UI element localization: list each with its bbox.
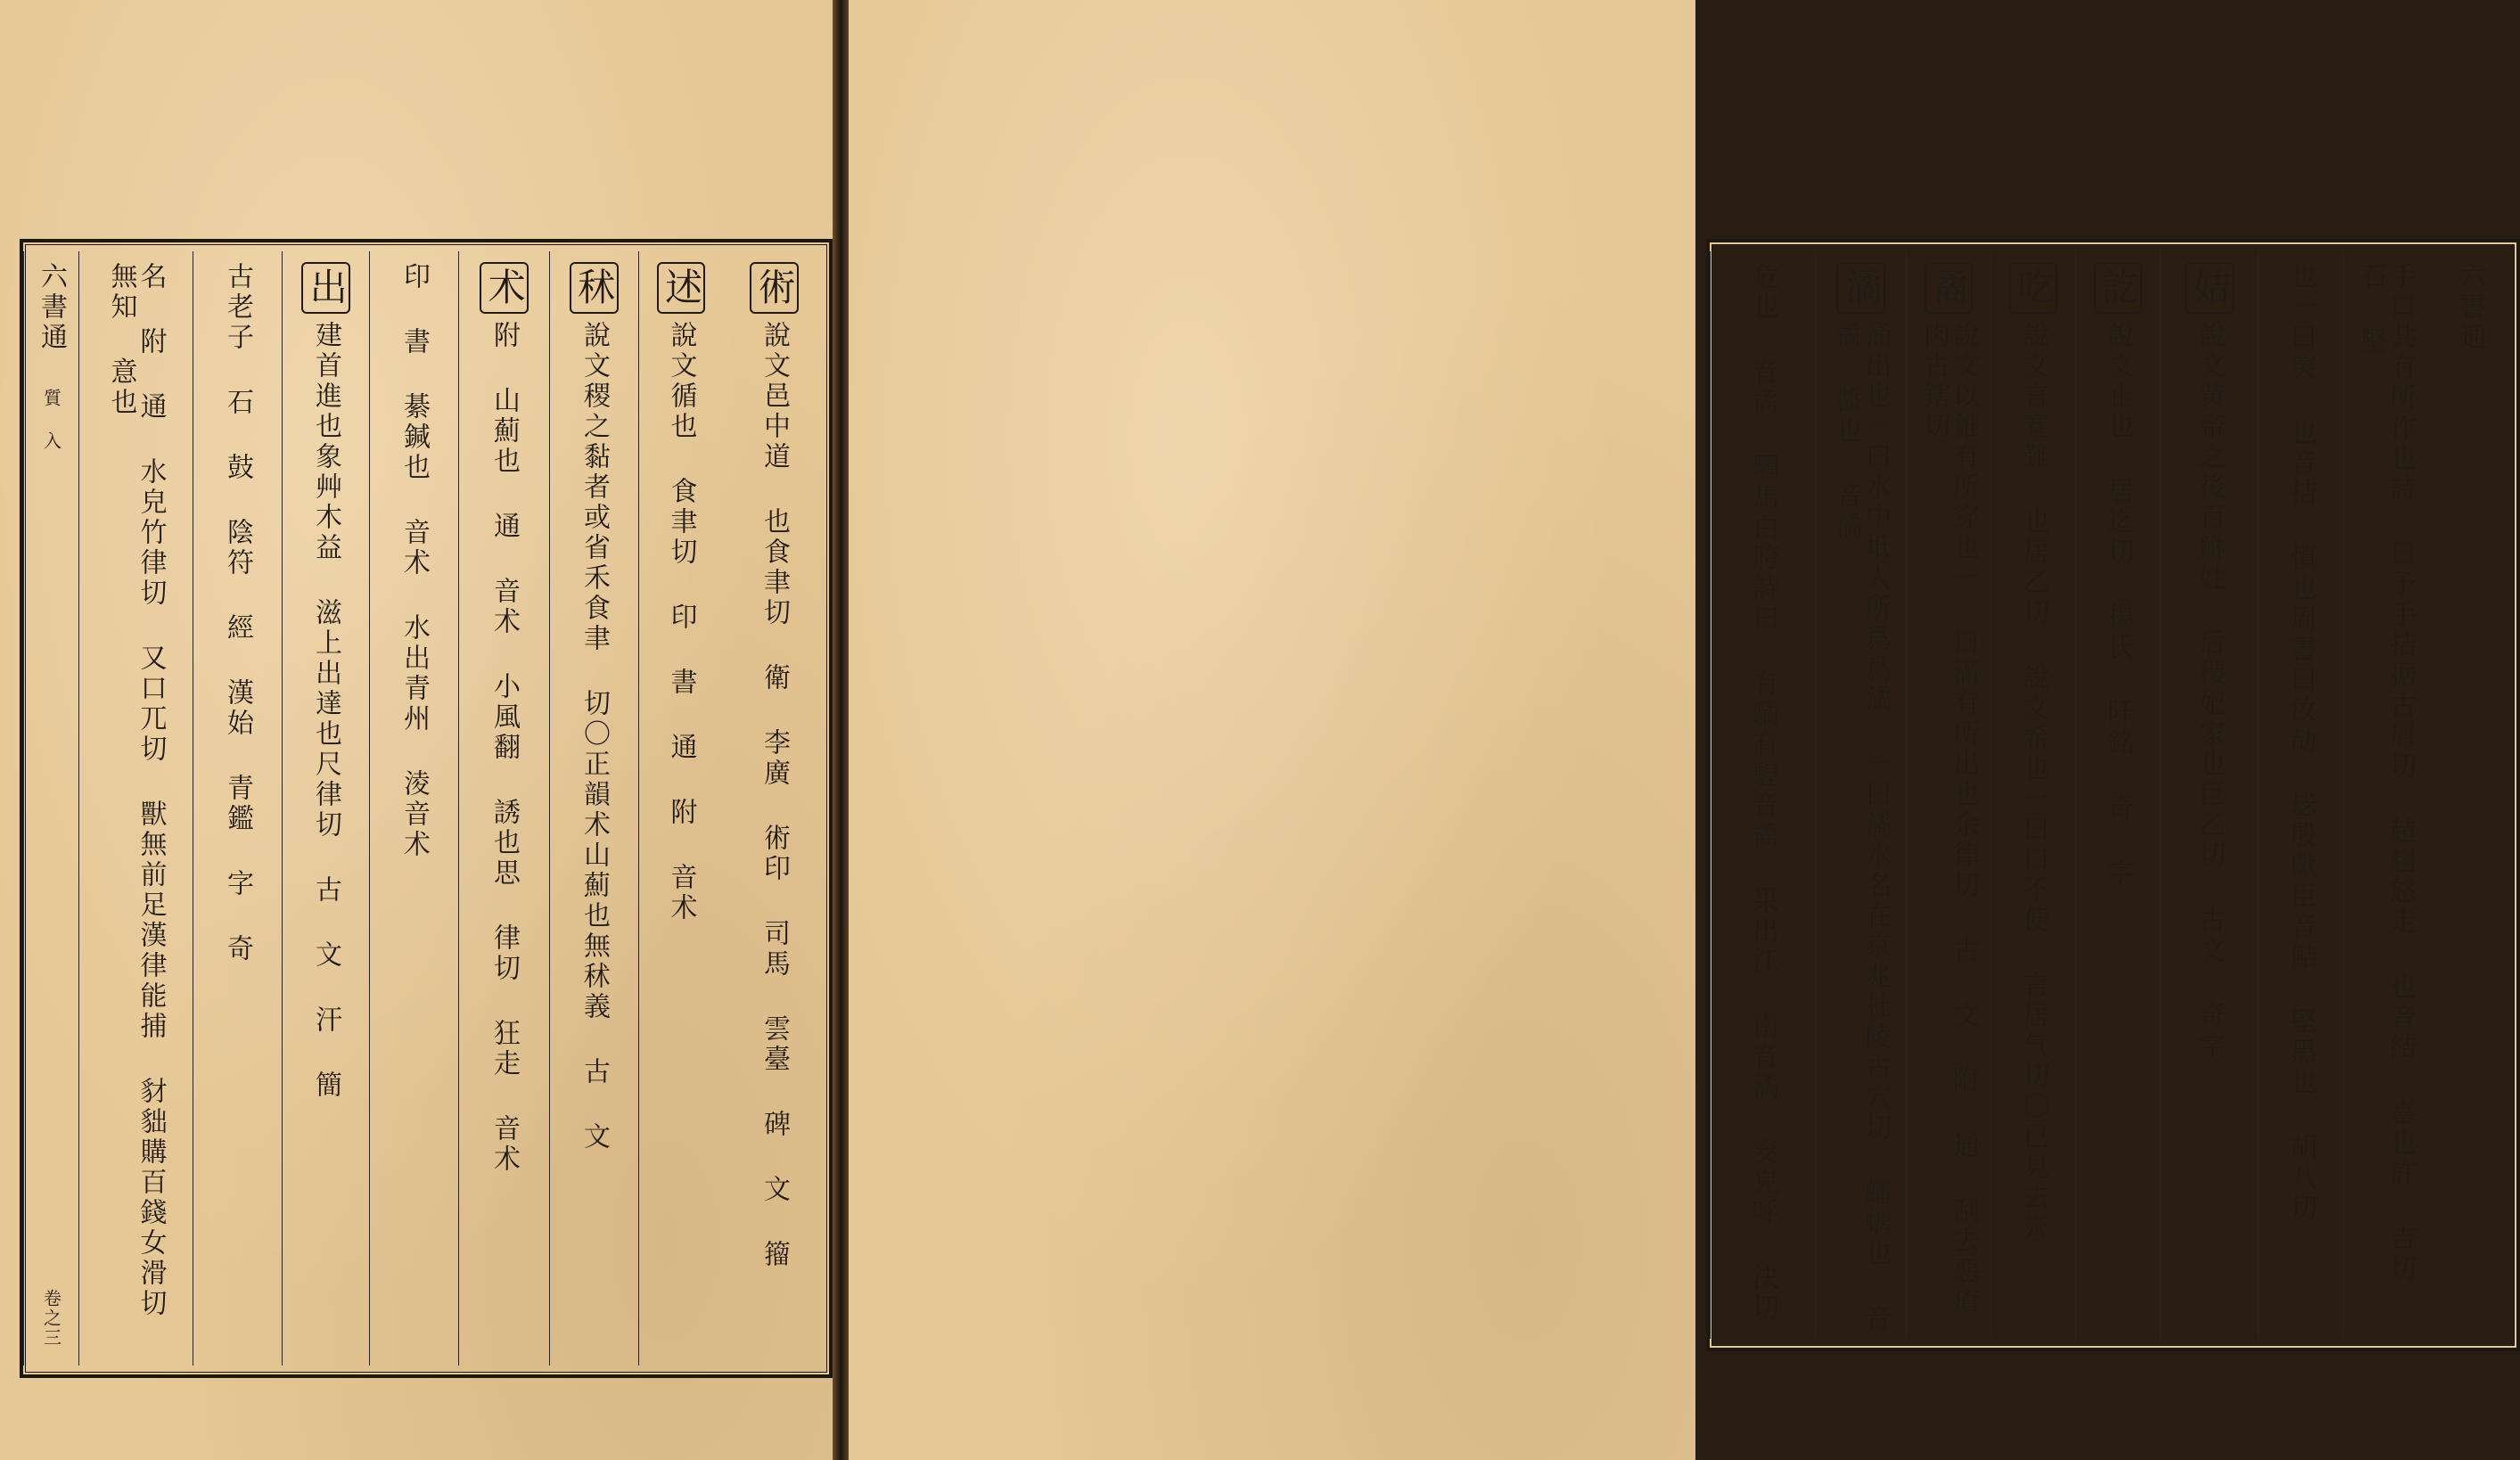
column-7	[193, 251, 282, 1366]
column-text: 說文言蹇難 也居乙切 說文希也一曰口不便 言居气切〇已見去霽	[2017, 321, 2049, 1243]
column-text: 建首進也象艸木益 滋上出達也尺律切 古 文 汗 簡	[310, 321, 341, 1101]
column-7	[1815, 251, 1906, 1339]
column-text: 說文黃帝之後百鮴姓 后稷妃家也巨乙切 古文 奇字	[2194, 321, 2225, 1062]
column-text: 說文止也 居迄切 楊氏 阡銘 奇 字	[2102, 321, 2134, 889]
column-text: 說文以錐有所穿也一 曰滿有所出也余律切 古 文 附 通 刮去惡瘡 肉古鎋切	[1918, 321, 1979, 1317]
column-3	[2160, 251, 2258, 1339]
column-head: 訖	[2094, 262, 2142, 314]
column-1	[723, 251, 825, 1366]
column-text: 附 山薊也 通 音术 小風翻 誘也思 律切 狂走 音术	[488, 321, 520, 1175]
column-text: 也一曰突 也音拮 慎也周書曰汝劼 毖殷獻臣音鮚 堅黑也 胡八切	[2285, 262, 2317, 1224]
column-1	[2343, 251, 2427, 1339]
column-5	[1991, 251, 2075, 1339]
column-4	[2075, 251, 2160, 1339]
right-page	[849, 0, 2486, 1460]
column-text: 古老子 石 鼓 陰符 經 漢始 青鑑 字 奇	[222, 262, 253, 964]
column-head: 述	[657, 262, 705, 314]
margin-column	[23, 251, 78, 1366]
column-2	[638, 251, 723, 1366]
column-head: 姞	[2185, 262, 2233, 314]
column-text: 說文邑中道 也食聿切 衛 李廣 術印 司馬 雲臺 碑 文 籀	[759, 321, 790, 1270]
column-head: 秫	[570, 262, 618, 314]
column-6	[282, 251, 369, 1366]
column-3	[549, 251, 638, 1366]
column-text: 涌出也一曰水中坻人所爲爲潏 一曰潏水名在京兆杜陵古穴切 蟠螭也 音矞 醬也 音潏	[1830, 321, 1892, 1334]
margin-column	[2427, 251, 2513, 1339]
margin-title: 六書通	[36, 262, 67, 353]
column-head: 術	[750, 262, 798, 314]
column-head: 术	[480, 262, 528, 314]
margin-section: 質 入	[40, 389, 62, 451]
column-head: 出	[301, 262, 349, 314]
column-text: 說文循也 食聿切 印 書 通 附 音术	[665, 321, 697, 923]
column-4	[458, 251, 549, 1366]
column-head: 矞	[1925, 262, 1973, 314]
column-head: 吃	[2009, 262, 2057, 314]
left-page-frame	[20, 239, 833, 1378]
column-text: 手口共有所作也詩 曰予手拮据古屑切 趌趨怒走 也音結 喜也許 吉切 石 堅	[2355, 262, 2416, 1284]
column-text: 名 附 通 水皃竹律切 又口兀切 獸無前足漢律能捕 豺貀購百錢女滑切 無知 意也	[105, 262, 167, 1319]
margin-folio: 卷之三	[40, 1289, 62, 1348]
right-page-frame	[1706, 239, 2520, 1351]
book-gutter	[833, 0, 849, 1460]
column-8	[78, 251, 193, 1366]
column-head: 潏	[1836, 262, 1884, 314]
column-text: 危也 音矞 驪馬白胯詩曰 有驈有騜音矞 果出江 南音潏 窔皃呼 決切	[1747, 262, 1778, 1324]
column-6	[1906, 251, 1991, 1339]
column-text: 印 書 綦鍼也 音术 水出青州 淩音术	[398, 262, 430, 860]
column-text: 說文稷之黏者或省禾食聿 切〇正韻术山薊也無秫義 古 文	[579, 321, 610, 1152]
left-page	[0, 0, 833, 1460]
column-2	[2258, 251, 2343, 1339]
margin-title: 六書通	[2454, 262, 2486, 353]
column-5	[369, 251, 458, 1366]
column-8	[1710, 251, 1815, 1339]
